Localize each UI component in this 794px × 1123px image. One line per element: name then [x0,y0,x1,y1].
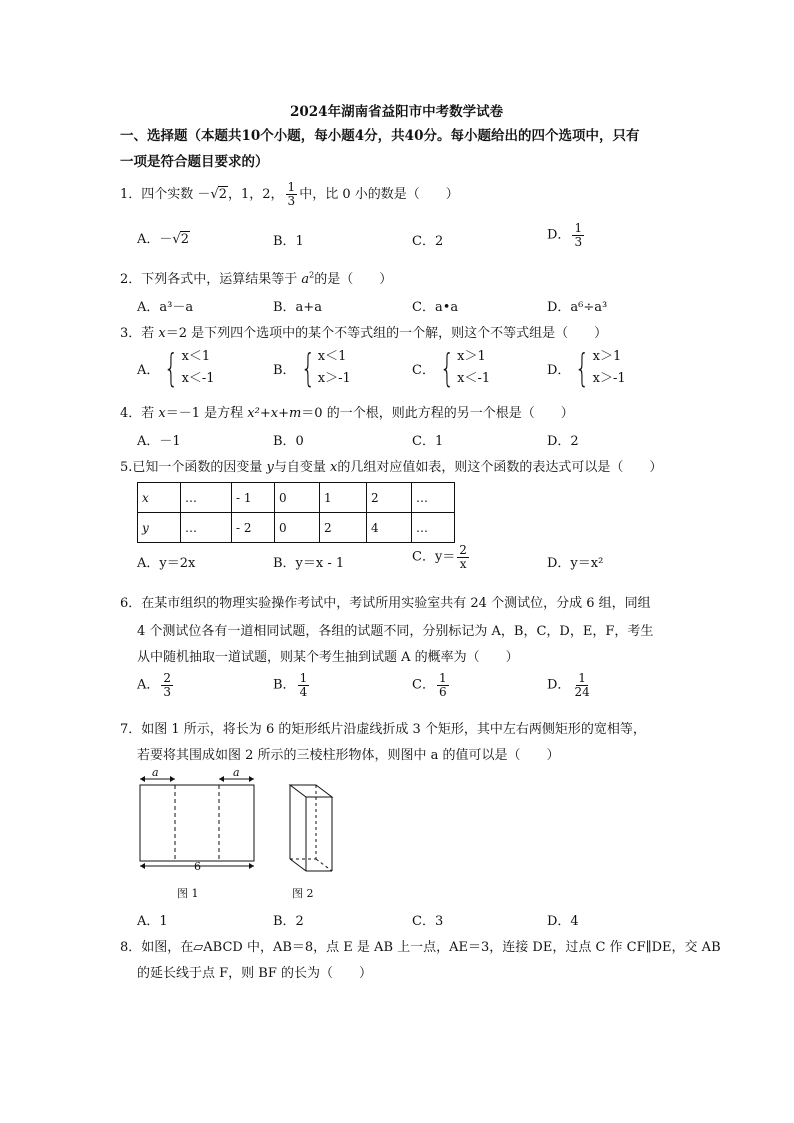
question-4-option-d: D．2 [547,434,579,449]
question-7-line2: 若要将其围成如图 2 所示的三棱柱形物体，则图中 a 的值可以是（ ） [137,748,560,763]
question-6-line3: 从中随机抽取一道试题，则某个考生抽到试题 A 的概率为（ ） [137,650,519,665]
question-2-option-c: C．a•a [412,300,459,315]
question-8-line2: 的延长线于点 F，则 BF 的长为（ ） [137,966,372,981]
question-1-option-b: B．1 [273,234,304,249]
question-7-option-a: A．1 [137,914,168,929]
question-4-option-b: B．0 [273,434,304,449]
figure-2-caption: 图 2 [292,887,314,900]
question-7-option-c: C．3 [412,914,444,929]
question-3-option-a: A． { x＜1 x＜-1 [137,346,215,390]
question-1-option-d: D． $\frac{1}{3}$ [547,221,583,249]
exam-title: 2024年湖南省益阳市中考数学试卷 [290,104,504,120]
question-2-option-b: B．a+a [273,300,322,315]
question-2-stem: 2．下列各式中，运算结果等于 $a^2$的是（ ） [120,270,393,287]
figure-1-label-6: 6 [194,860,201,873]
figure-2-prism [280,775,350,875]
fraction: $\frac{1}{3}$ [287,180,296,208]
question-5-option-d: D．y＝x² [547,556,604,571]
question-2-option-d: D．a⁶÷a³ [547,300,608,315]
question-6-option-b: B． $\frac{1}{4}$ [273,671,308,699]
brace-symbol: { [164,346,179,390]
question-2-option-a: A．a³－a [137,300,194,315]
figure-1-label-a-left: a [152,766,159,779]
question-7-line1: 7．如图 1 所示，将长为 6 的矩形纸片沿虚线折成 3 个矩形，其中左右两侧矩形的宽相等， [120,722,646,737]
figure-1-rectangle [130,765,280,883]
table-row: y … - 2 0 2 4 … [138,513,455,543]
question-1-option-a: A．－√2 [137,232,189,247]
question-3-stem: 3．若 x＝2 是下列四个选项中的某个不等式组的一个解，则这个不等式组是（ ） [120,326,608,341]
question-5-option-c: C．y＝ $\frac{2}{x}$ [412,543,467,571]
figure-1-caption: 图 1 [177,887,199,900]
question-6-line2: 4 个测试位各有一道相同试题，各组的试题不同，分别标记为 A，B，C，D，E，F，考生 [137,624,654,639]
brace-symbol: { [575,346,590,390]
section-1-heading-line2: 一项是符合题目要求的） [120,154,269,170]
question-6-option-c: C． $\frac{1}{6}$ [412,671,447,699]
question-4-stem: 4．若 x＝－1 是方程 x²+x+m＝0 的一个根，则此方程的另一个根是（ ） [120,406,574,421]
question-4-option-c: C．1 [412,434,444,449]
section-1-heading-line1: 一、选择题（本题共10个小题，每小题4分，共40分。每小题给出的四个选项中，只有 [120,128,640,144]
question-5-option-b: B．y＝x - 1 [273,556,345,571]
brace-symbol: { [439,346,455,390]
sqrt-symbol: √2 [210,187,227,202]
question-1-option-c: C．2 [412,234,444,249]
brace-symbol: { [300,346,315,390]
question-6-option-d: D． $\frac{1}{24}$ [547,671,590,699]
question-3-option-c: C． { x＞1 x＜-1 [412,346,491,390]
question-6-line1: 6．在某市组织的物理实验操作考试中，考试所用实验室共有 24 个测试位，分成 6 组，同组 [120,596,651,611]
question-7-option-b: B．2 [273,914,304,929]
value-table [137,482,455,543]
question-1-stem: 1．四个实数 －√2，1，2， $\frac{1}{3}$ 中，比 0 小的数是（ ） [120,180,459,208]
question-3-option-d: D． { x＞1 x＞-1 [547,346,626,390]
question-6-option-a: A． $\frac{2}{3}$ [137,671,172,699]
question-5-option-a: A．y＝2x [137,556,196,571]
figure-1-label-a-right: a [233,766,240,779]
question-4-option-a: A．－1 [137,434,181,449]
question-7-option-d: D．4 [547,914,579,929]
table-row: x … - 1 0 1 2 … [138,483,455,513]
question-8-line1: 8．如图，在▱ABCD 中，AB＝8，点 E 是 AB 上一点，AE＝3，连接 DE，过点 C 作 CF∥DE，交 AB [120,940,721,955]
question-3-option-b: B． { x＜1 x＞-1 [273,346,351,390]
question-5-stem: 5.已知一个函数的因变量 y与自变量 x的几组对应值如表，则这个函数的表达式可以是（ ） [120,460,663,475]
